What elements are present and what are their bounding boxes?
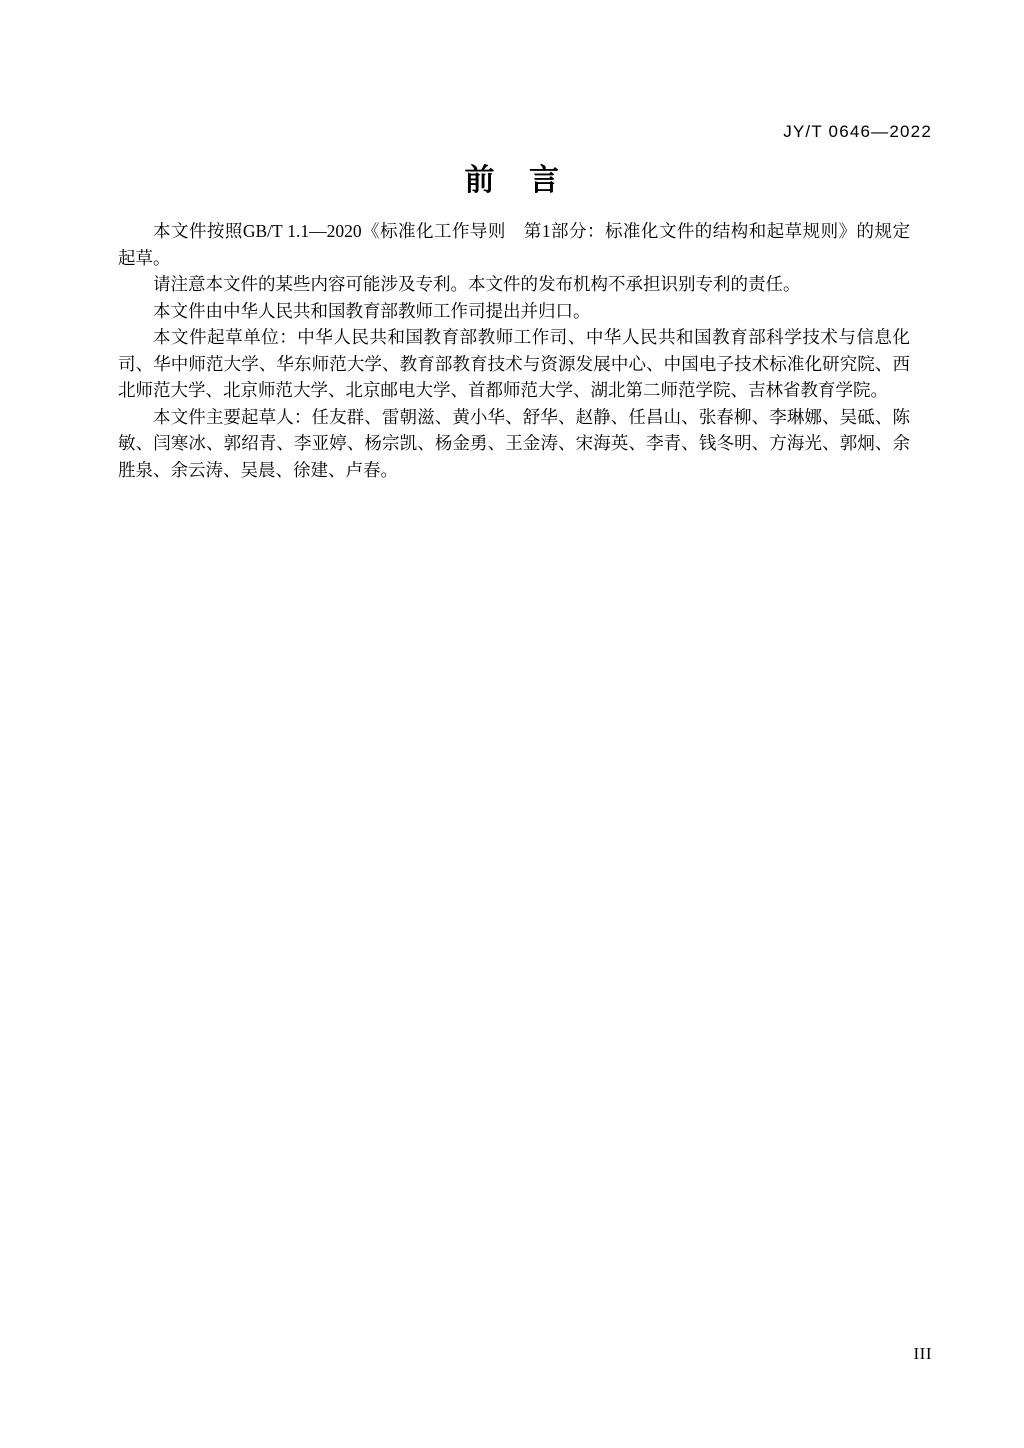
foreword-paragraph: 本文件由中华人民共和国教育部教师工作司提出并归口。	[153, 300, 591, 321]
page-title	[0, 155, 1024, 199]
foreword-body	[118, 218, 910, 483]
page-number: III	[913, 1344, 932, 1363]
standard-code-header: JY/T 0646—2022	[783, 122, 932, 141]
foreword-paragraph: 本文件主要起草人：任友群、雷朝滋、黄小华、舒华、赵静、任昌山、张春柳、李琳娜、吴砥、陈敏、闫寒冰、郭绍青、李亚婷、杨宗凯、杨金勇、王金涛、宋海英、李青、钱冬明、方海光、郭炯、余胜泉、余云涛、吴晨、徐建、卢春。	[118, 406, 910, 480]
foreword-paragraph: 本文件起草单位：中华人民共和国教育部教师工作司、中华人民共和国教育部科学技术与信息化司、华中师范大学、华东师范大学、教育部教育技术与资源发展中心、中国电子技术标准化研究院、西北师范大学、北京师范大学、北京邮电大学、首都师范大学、湖北第二师范学院、吉林省教育学院。	[118, 327, 910, 400]
page-title-char-2: 言	[529, 164, 560, 197]
foreword-paragraph: 本文件按照GB/T 1.1—2020《标准化工作导则 第1部分：标准化文件的结构和起草规则》的规定起草。	[118, 221, 910, 268]
page-title-char-1: 前	[464, 164, 495, 197]
foreword-paragraph: 请注意本文件的某些内容可能涉及专利。本文件的发布机构不承担识别专利的责任。	[153, 274, 801, 294]
